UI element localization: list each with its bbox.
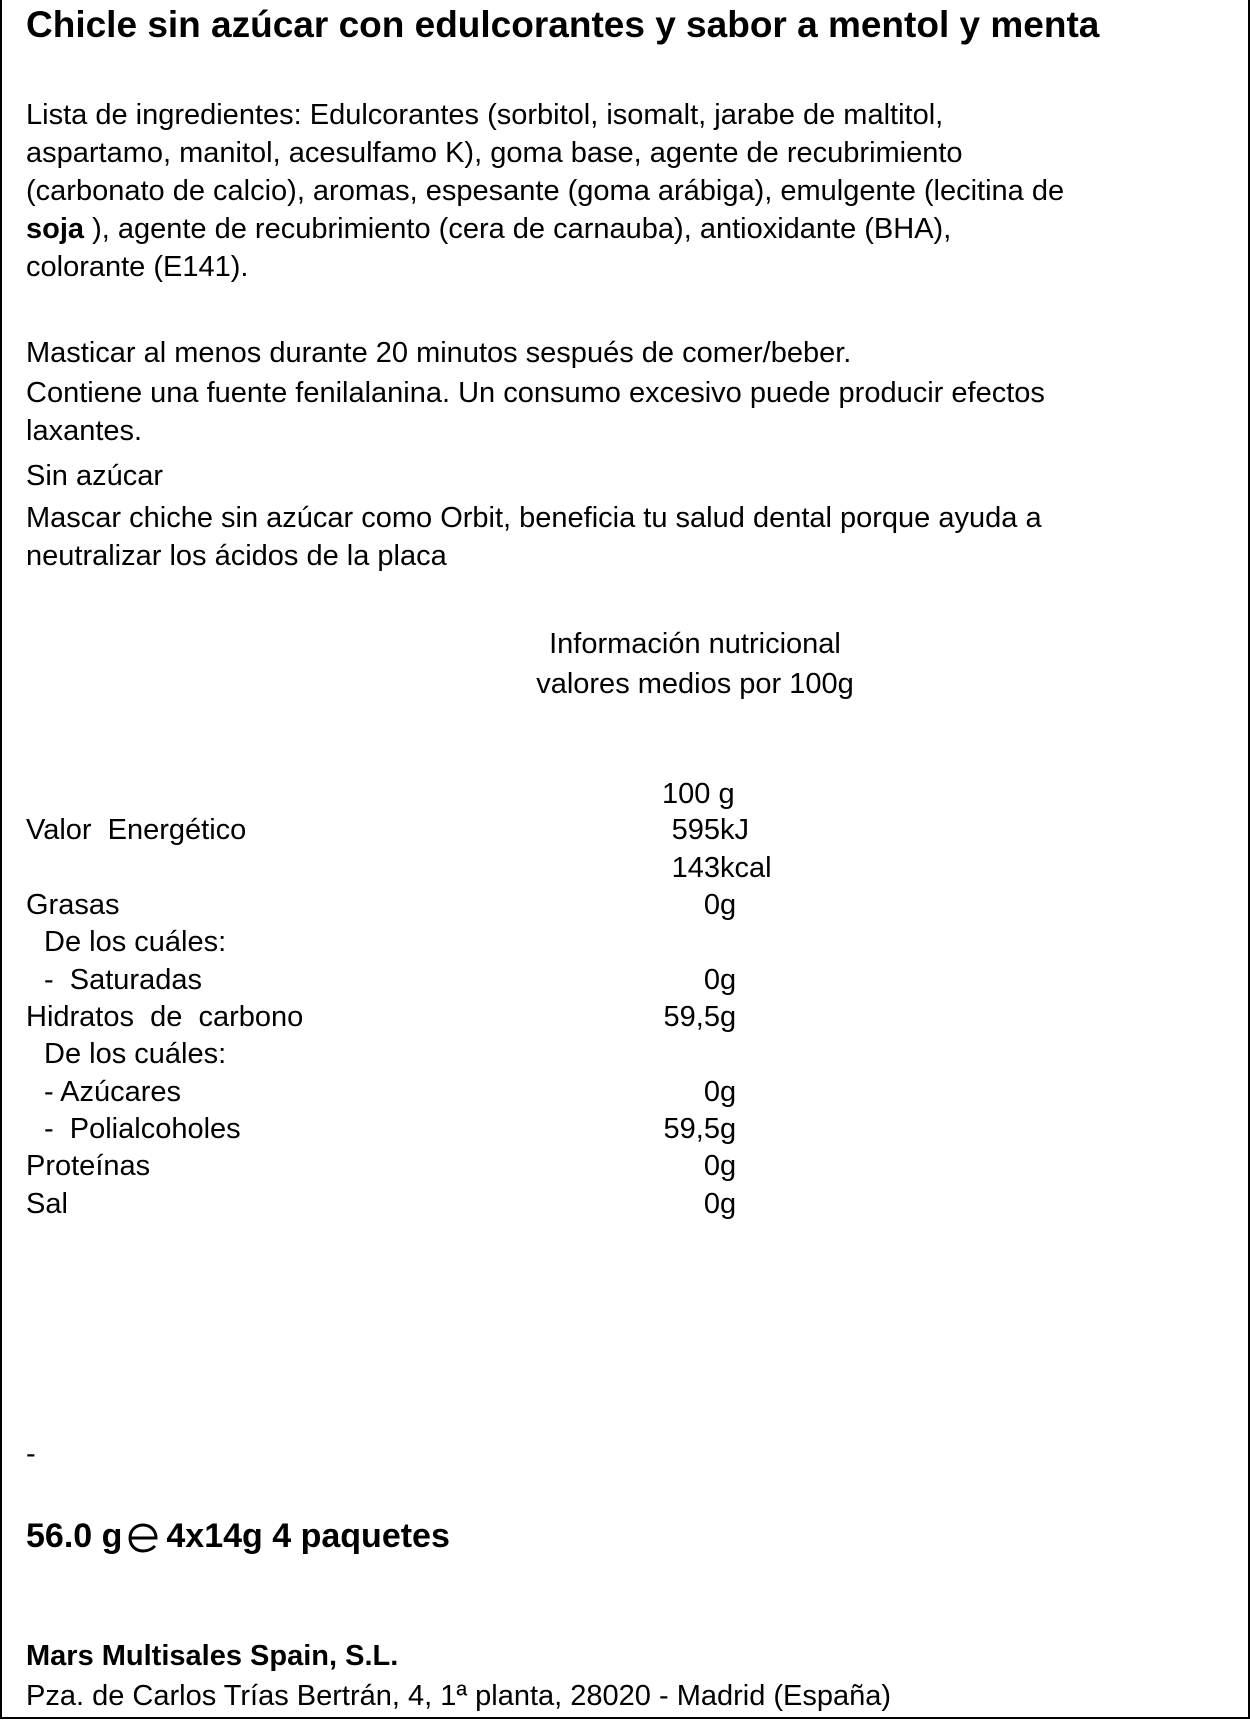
nutrition-row-polyols	[0, 1111, 1250, 1148]
chew-instruction: Masticar al menos durante 20 minutos sespués de comer/beber.	[26, 337, 852, 369]
nutrient-unit: g	[720, 889, 737, 921]
sugar-free-claim: Sin azúcar	[26, 460, 164, 492]
dental-claim-line: Mascar chiche sin azúcar como Orbit, beneficia tu salud dental porque ayuda a	[26, 502, 1042, 534]
nutrient-unit: kcal	[720, 852, 772, 884]
nutrition-row-carbohydrates	[0, 999, 1250, 1036]
nutrient-value: 0	[703, 1188, 720, 1220]
pack-description: 4x14g 4 paquetes	[166, 1517, 450, 1555]
allergen-soja: soja	[26, 213, 85, 245]
estimated-sign-icon	[126, 1519, 160, 1555]
nutrient-value: 0	[703, 964, 720, 996]
ingredients-line: Lista de ingredientes: Edulcorantes (sorbitol, isomalt, jarabe de maltitol,	[26, 99, 944, 131]
ingredients-line	[26, 210, 951, 248]
nutrient-unit: g	[720, 964, 737, 996]
nutrition-row-protein	[0, 1148, 1250, 1185]
nutrient-name: De los cuáles:	[44, 926, 227, 958]
dental-claim-line: neutralizar los ácidos de la placa	[26, 540, 447, 572]
nutrition-row-of-which	[0, 1036, 1250, 1073]
nutrient-unit: g	[720, 1150, 737, 1182]
nutrient-unit: g	[720, 1188, 737, 1220]
nutrition-row-salt	[0, 1186, 1250, 1223]
nutrition-row-of-which	[0, 924, 1250, 961]
nutrient-value: 143	[671, 852, 720, 884]
nutrient-value: 59,5	[663, 1001, 720, 1033]
nutrition-row-sugars	[0, 1074, 1250, 1111]
nutrient-value: 59,5	[663, 1113, 720, 1145]
nutrient-name: Hidratos de carbono	[26, 1001, 304, 1033]
ingredients-line: colorante (E141).	[26, 251, 249, 283]
company-name: Mars Multisales Spain, S.L.	[26, 1640, 399, 1672]
net-quantity	[26, 1517, 450, 1556]
nutrient-value: 0	[703, 1150, 720, 1182]
nutrient-name: - Polialcoholes	[44, 1113, 241, 1145]
nutrition-row-saturated	[0, 962, 1250, 999]
ingredients-line-rest: ), agente de recubrimiento (cera de carnauba), antioxidante (BHA),	[84, 213, 952, 245]
nutrient-unit: kJ	[720, 814, 749, 846]
nutrition-row-energy-kj	[0, 812, 1250, 849]
nutrition-subheading: valores medios por 100g	[536, 668, 854, 700]
nutrient-name: Proteínas	[26, 1150, 151, 1182]
nutrient-name: Sal	[26, 1188, 68, 1220]
nutrient-name: - Saturadas	[44, 964, 202, 996]
nutrient-name: Grasas	[26, 889, 120, 921]
nutrient-name: - Azúcares	[44, 1076, 181, 1108]
nutrient-name: Valor Energético	[26, 814, 247, 846]
warning-line: Contiene una fuente fenilalanina. Un consumo excesivo puede producir efectos	[26, 377, 1045, 409]
warning-line: laxantes.	[26, 415, 143, 447]
nutrition-row-energy-kcal	[0, 850, 1250, 887]
separator-dash: -	[26, 1438, 36, 1470]
product-title: Chicle sin azúcar con edulcorantes y sabor a mentol y menta	[26, 4, 1100, 45]
nutrient-value: 0	[703, 1076, 720, 1108]
nutrition-row-fat	[0, 887, 1250, 924]
nutrition-heading: Información nutricional	[549, 628, 841, 660]
ingredients-line: (carbonato de calcio), aromas, espesante (goma arábiga), emulgente (lecitina de	[26, 175, 1065, 207]
nutrition-column-header: 100 g	[662, 778, 735, 810]
nutrient-unit: g	[720, 1001, 737, 1033]
nutrient-unit: g	[720, 1113, 737, 1145]
nutrient-unit: g	[720, 1076, 737, 1108]
nutrient-name: De los cuáles:	[44, 1038, 227, 1070]
net-weight: 56.0 g	[26, 1517, 123, 1555]
nutrient-value: 595	[671, 814, 720, 846]
ingredients-line: aspartamo, manitol, acesulfamo K), goma base, agente de recubrimiento	[26, 137, 963, 169]
nutrient-value: 0	[703, 889, 720, 921]
company-address: Pza. de Carlos Trías Bertrán, 4, 1ª planta, 28020 - Madrid (España)	[26, 1680, 892, 1712]
